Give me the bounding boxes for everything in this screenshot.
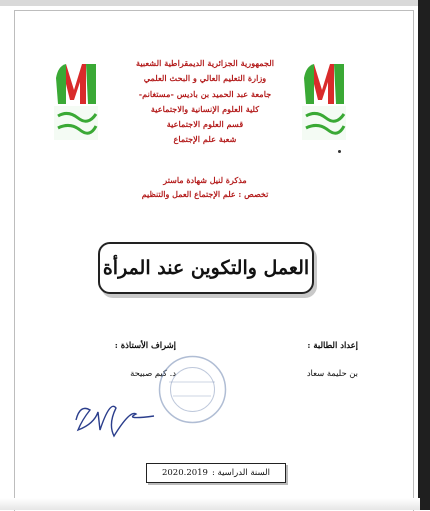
thesis-title-box <box>98 242 314 294</box>
university-logo-right-icon <box>300 60 348 142</box>
page-bottom-edge <box>0 498 420 510</box>
header-line-republic: الجمهورية الجزائرية الديمقراطية الشعبية <box>135 58 275 68</box>
header-line-branch: شعبة علم الإجتماع <box>173 134 237 145</box>
header-line-department: قسم العلوم الاجتماعية <box>166 119 244 130</box>
signature-icon <box>70 390 160 440</box>
header-line-university: جامعة عبد الحميد بن باديس -مستغانم- <box>138 88 272 99</box>
stray-dot <box>338 150 341 153</box>
student-label: إعداد الطالبة : <box>307 340 358 350</box>
supervisor-name: د. كيم صبيحة <box>130 368 176 378</box>
ministry-header <box>120 56 290 148</box>
viewer-scrollbar[interactable] <box>418 0 430 510</box>
university-stamp-icon <box>155 352 230 427</box>
memo-degree: مذكرة لنيل شهادة ماستر <box>163 175 247 185</box>
thesis-title: العمل والتكوين عند المرأة <box>102 257 310 279</box>
academic-year-value: 2020.2019 <box>161 468 208 478</box>
memo-specialty: تخصص : علم الإجتماع العمل والتنظيم <box>141 189 269 199</box>
header-line-faculty: كلية العلوم الإنسانية والاجتماعية <box>150 103 260 114</box>
student-name: بن حليمة سعاد <box>306 368 358 378</box>
academic-year-label: السنة الدراسية : <box>211 468 271 478</box>
academic-year-box <box>146 463 286 483</box>
university-logo-left-icon <box>52 60 100 142</box>
memo-info <box>80 173 330 201</box>
header-line-ministry: وزارة التعليم العالي و البحث العلمي <box>143 73 267 84</box>
top-strip <box>0 0 430 6</box>
supervisor-label: إشراف الأستاذة : <box>114 340 176 350</box>
